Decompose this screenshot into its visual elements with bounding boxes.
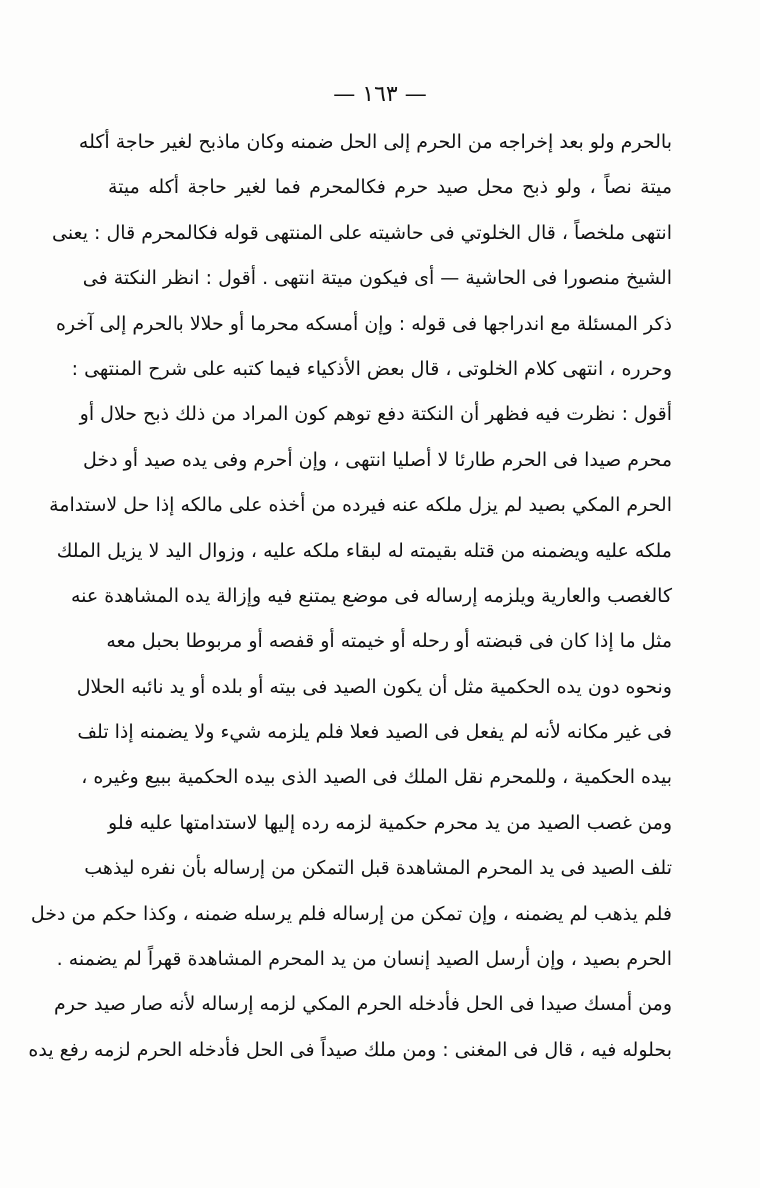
text-line: كالغصب والعارية ويلزمه إرساله فى موضع يمتنع فيه وإزالة يده المشاهدة عنه <box>70 584 672 607</box>
text-line: فى غير مكانه لأنه لم يفعل فى الصيد فعلا فلم يلزمه شيء ولا يضمنه إذا تلف <box>77 721 672 744</box>
text-line: ملكه عليه ويضمنه من قتله بقيمته له لبقاء ملكه عليه ، وزوال اليد لا يزيل الملك <box>56 539 672 562</box>
text-line: ومن أمسك صيدا فى الحل فأدخله الحرم المكي لزمه إرساله لأنه صار صيد حرم <box>53 993 672 1016</box>
text-line: انتهى ملخصاً ، قال الخلوتي فى حاشيته على المنتهى قوله فكالمحرم قال : يعنى <box>51 221 672 244</box>
text-line: بيده الحكمية ، وللمحرم نقل الملك فى الصيد الذى بيده الحكمية ببيع وغيره ، <box>81 766 672 789</box>
text-line: بحلوله فيه ، قال فى المغنى : ومن ملك صيداً فى الحل فأدخله الحرم لزمه رفع يده <box>28 1038 672 1061</box>
text-line: الحرم بصيد ، وإن أرسل الصيد إنسان من يد المحرم المشاهدة قهراً لم يضمنه . <box>56 948 672 971</box>
text-line: تلف الصيد فى يد المحرم المشاهدة قبل التمكن من إرساله بأن نفره ليذهب <box>84 857 672 880</box>
text-line: مثل ما إذا كان فى قبضته أو رحله أو خيمته أو قفصه أو مربوطا بحبل معه <box>106 630 672 653</box>
text-line: بالحرم ولو بعد إخراجه من الحرم إلى الحل ضمنه وكان ماذبح لغير حاجة أكله <box>78 131 672 153</box>
text-line: أقول : نظرت فيه فظهر أن النكتة دفع توهم كون المراد من ذلك ذبح حلال أو <box>79 403 672 426</box>
text-line: ومن غصب الصيد من يد محرم حكمية لزمه رده إليها لاستدامتها عليه فلو <box>108 811 672 834</box>
body-text <box>28 120 672 1073</box>
text-line: وحرره ، انتهى كلام الخلوتى ، قال بعض الأذكياء فيما كتبه على شرح المنتهى : <box>71 357 672 380</box>
text-line: ميتة نصاً ، ولو ذبح محل صيد حرم فكالمحرم فما لغير حاجة أكله ميتة <box>108 176 672 199</box>
page-number: — ١٦٣ — <box>333 82 427 107</box>
text-line: الحرم المكي بصيد لم يزل ملكه عنه فيرده من أخذه على مالكه إذا حل لاستدامة <box>49 494 672 517</box>
text-line: الشيخ منصورا فى الحاشية — أى فيكون ميتة انتهى . أقول : انظر النكتة فى <box>82 267 672 290</box>
text-line: فلم يذهب لم يضمنه ، وإن تمكن من إرساله فلم يرسله ضمنه ، وكذا حكم من دخل <box>30 902 672 925</box>
text-line: ونحوه دون يده الحكمية مثل أن يكون الصيد فى بيته أو بلده أو يد نائبه الحلال <box>76 675 672 698</box>
text-line: ذكر المسئلة مع اندراجها فى قوله : وإن أمسكه محرما أو حلالا بالحرم إلى آخره <box>55 312 672 335</box>
text-line: محرم صيدا فى الحرم طارئا لا أصليا انتهى ، وإن أحرم وفى يده صيد أو دخل <box>82 448 672 471</box>
